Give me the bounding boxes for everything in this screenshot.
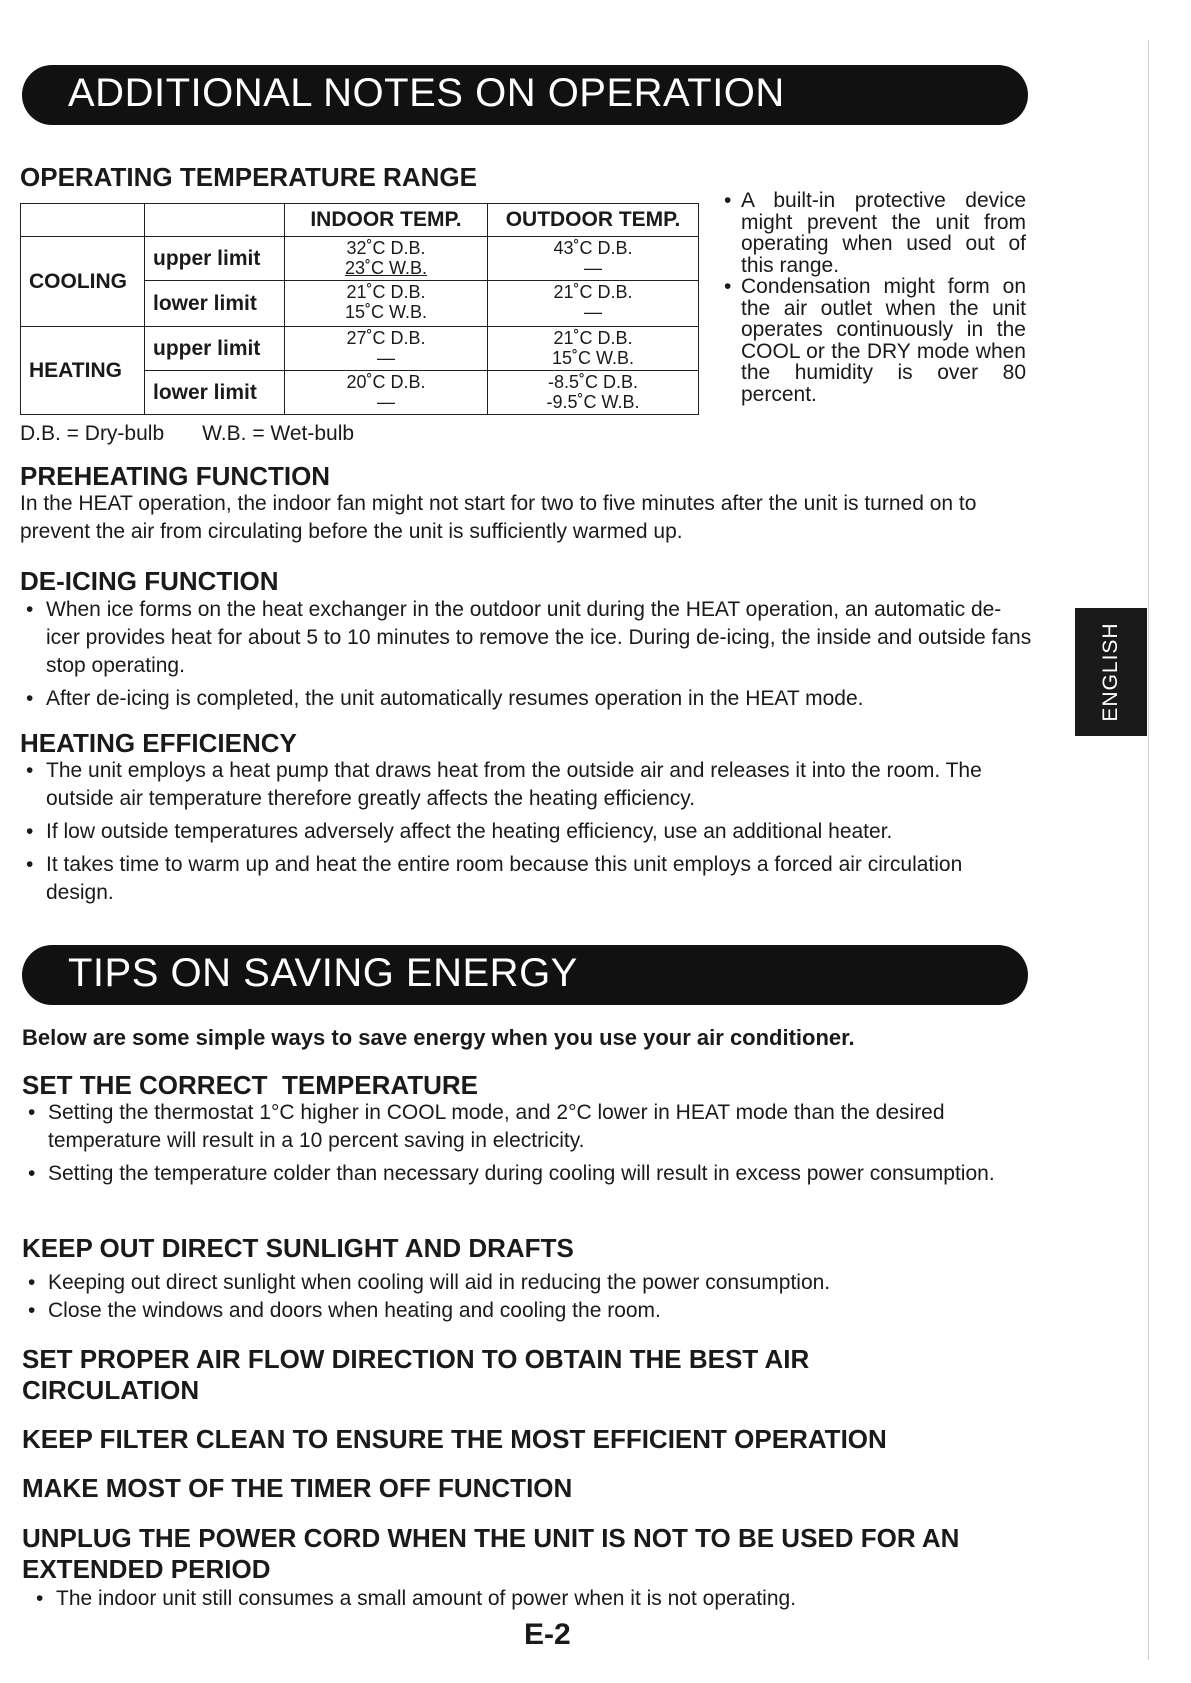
- unplug-heading: UNPLUG THE POWER CORD WHEN THE UNIT IS NOT TO BE USED FOR AN EXTENDED PERIOD: [22, 1523, 960, 1584]
- indoor-value: 32˚C D.B. 23˚C W.B.: [285, 237, 488, 281]
- table-header-row: [21, 204, 699, 237]
- deicing-heading: DE-ICING FUNCTION: [20, 566, 279, 596]
- section-banner-notes: [22, 65, 1028, 125]
- page-number: E-2: [524, 1618, 571, 1651]
- heating-label: HEATING: [21, 327, 145, 415]
- list-item: • The unit employs a heat pump that draws heat from the outside air and releases it into the room. The outside air temperature therefore greatly affects the heating efficiency.: [22, 757, 1032, 813]
- airflow-heading: SET PROPER AIR FLOW DIRECTION TO OBTAIN THE BEST AIR CIRCULATION: [22, 1344, 810, 1405]
- timer-heading: MAKE MOST OF THE TIMER OFF FUNCTION: [22, 1473, 573, 1503]
- list-item: • It takes time to warm up and heat the entire room because this unit employs a forced air circulation design.: [22, 851, 1032, 907]
- list-item: • Setting the thermostat 1°C higher in COOL mode, and 2°C lower in HEAT mode than the desired temperature will result in a 10 percent saving in electricity.: [24, 1099, 1024, 1155]
- deicing-list: [22, 596, 1032, 718]
- preheating-heading: PREHEATING FUNCTION: [20, 461, 331, 491]
- language-tab: [1075, 608, 1147, 736]
- list-item: • Condensation might form on the air outlet when the unit operates continuously in the COOL or the DRY mode when the humidity is over 80 percent.: [724, 276, 1026, 405]
- limit-label: upper limit: [145, 237, 285, 281]
- set-temperature-list: [24, 1099, 1024, 1193]
- operating-range-heading: OPERATING TEMPERATURE RANGE: [20, 162, 477, 192]
- heating-efficiency-list: [22, 757, 1032, 912]
- section-title: ADDITIONAL NOTES ON OPERATION: [68, 71, 785, 115]
- table-row: [21, 237, 699, 281]
- sunlight-list: [24, 1269, 1024, 1330]
- outdoor-value: 43˚C D.B. —: [488, 237, 699, 281]
- list-item: • If low outside temperatures adversely affect the heating efficiency, use an additional heater.: [22, 818, 1032, 846]
- cooling-label: COOLING: [21, 237, 145, 327]
- legend: D.B. = Dry-bulb W.B. = Wet-bulb: [20, 422, 355, 445]
- section-banner-tips: [22, 945, 1028, 1005]
- list-item: • A built-in protective device might prevent the unit from operating when used out of this range.: [724, 190, 1026, 276]
- list-item: • After de-icing is completed, the unit automatically resumes operation in the HEAT mode.: [22, 685, 1032, 713]
- indoor-value: 21˚C D.B. 15˚C W.B.: [285, 281, 488, 327]
- outdoor-value: 21˚C D.B. 15˚C W.B.: [488, 327, 699, 371]
- preheating-text: In the HEAT operation, the indoor fan might not start for two to five minutes after the unit is turned on to prevent the air from circulating before the unit is sufficiently warmed up.: [20, 492, 977, 543]
- language-label: ENGLISH: [1099, 622, 1122, 722]
- unplug-list: [32, 1585, 1032, 1618]
- list-item: • The indoor unit still consumes a small amount of power when it is not operating.: [32, 1585, 1032, 1613]
- page-edge-rule: [1148, 40, 1149, 1660]
- limit-label: lower limit: [145, 281, 285, 327]
- section-title: TIPS ON SAVING ENERGY: [68, 951, 578, 995]
- limit-label: upper limit: [145, 327, 285, 371]
- set-temperature-heading: SET THE CORRECT TEMPERATURE: [22, 1070, 478, 1100]
- col-outdoor: OUTDOOR TEMP.: [488, 204, 699, 237]
- indoor-value: 20˚C D.B. —: [285, 371, 488, 415]
- list-item: • Keeping out direct sunlight when cooling will aid in reducing the power consumption.: [24, 1269, 1024, 1297]
- heating-efficiency-heading: HEATING EFFICIENCY: [20, 728, 297, 758]
- filter-heading: KEEP FILTER CLEAN TO ENSURE THE MOST EFFICIENT OPERATION: [22, 1424, 887, 1454]
- outdoor-value: -8.5˚C D.B. -9.5˚C W.B.: [488, 371, 699, 415]
- col-indoor: INDOOR TEMP.: [285, 204, 488, 237]
- limit-label: lower limit: [145, 371, 285, 415]
- operating-range-notes: [724, 190, 1026, 405]
- sunlight-heading: KEEP OUT DIRECT SUNLIGHT AND DRAFTS: [22, 1233, 574, 1263]
- list-item: • Setting the temperature colder than necessary during cooling will result in excess power consumption.: [24, 1160, 1024, 1188]
- temperature-range-table: [20, 203, 699, 415]
- list-item: • Close the windows and doors when heating and cooling the room.: [24, 1297, 1024, 1325]
- indoor-value: 27˚C D.B. —: [285, 327, 488, 371]
- tips-intro: Below are some simple ways to save energy when you use your air conditioner.: [22, 1025, 855, 1050]
- outdoor-value: 21˚C D.B. —: [488, 281, 699, 327]
- table-row: [21, 327, 699, 371]
- list-item: • When ice forms on the heat exchanger in the outdoor unit during the HEAT operation, an automatic de-icer provides heat for about 5 to 10 minutes to remove the ice. During de-icing, the inside and outside fans stop operating.: [22, 596, 1032, 680]
